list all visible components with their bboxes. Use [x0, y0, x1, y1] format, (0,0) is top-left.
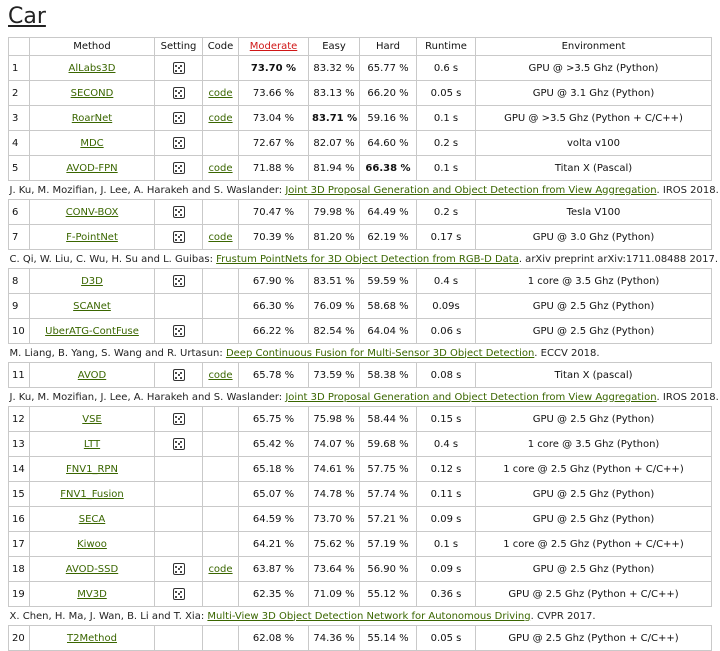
laser-scanner-icon	[173, 231, 185, 243]
laser-scanner-icon	[173, 137, 185, 149]
code-cell	[203, 582, 239, 607]
paper-citation	[9, 250, 719, 269]
laser-scanner-icon	[173, 275, 185, 287]
paper-citation-row	[9, 388, 712, 407]
easy-cell: 74.07 %	[309, 432, 360, 457]
method-cell	[30, 269, 155, 294]
easy-cell: 76.09 %	[309, 294, 360, 319]
easy-cell: 74.36 %	[309, 626, 360, 651]
rank-cell: 14	[9, 457, 30, 482]
table-row	[9, 363, 712, 388]
runtime-cell: 0.15 s	[417, 407, 476, 432]
environment-cell: GPU @ >3.5 Ghz (Python)	[476, 56, 712, 81]
table-row	[9, 81, 712, 106]
runtime-cell: 0.09 s	[417, 507, 476, 532]
code-cell	[203, 225, 239, 250]
setting-cell	[155, 319, 203, 344]
rank-cell: 12	[9, 407, 30, 432]
laser-scanner-icon	[173, 369, 185, 381]
hard-cell: 62.19 %	[360, 225, 417, 250]
code-cell	[203, 269, 239, 294]
runtime-cell: 0.4 s	[417, 269, 476, 294]
rank-cell: 6	[9, 200, 30, 225]
code-cell	[203, 131, 239, 156]
paper-venue: . arXiv preprint arXiv:1711.08488 2017.	[518, 253, 719, 265]
environment-cell: Tesla V100	[476, 200, 712, 225]
setting-cell	[155, 626, 203, 651]
environment-cell: 1 core @ 3.5 Ghz (Python)	[476, 432, 712, 457]
setting-cell	[155, 432, 203, 457]
laser-scanner-icon	[173, 438, 185, 450]
runtime-cell: 0.2 s	[417, 131, 476, 156]
runtime-cell: 0.05 s	[417, 81, 476, 106]
easy-cell: 74.78 %	[309, 482, 360, 507]
table-body	[9, 56, 719, 651]
runtime-cell: 0.08 s	[417, 363, 476, 388]
method-link[interactable]: SECOND	[70, 87, 114, 99]
method-link[interactable]: SCANet	[73, 300, 111, 312]
header-runtime[interactable]: Runtime	[417, 38, 476, 56]
rank-cell: 8	[9, 269, 30, 294]
easy-cell: 74.61 %	[309, 457, 360, 482]
moderate-cell: 66.22 %	[239, 319, 309, 344]
method-cell	[30, 56, 155, 81]
hard-cell: 58.68 %	[360, 294, 417, 319]
rank-cell: 16	[9, 507, 30, 532]
table-row	[9, 225, 712, 250]
setting-cell	[155, 557, 203, 582]
hard-cell: 57.75 %	[360, 457, 417, 482]
moderate-cell: 62.35 %	[239, 582, 309, 607]
header-setting[interactable]: Setting	[155, 38, 203, 56]
paper-title-link[interactable]: Joint 3D Proposal Generation and Object Detection from View Aggregation	[285, 391, 657, 403]
easy-cell: 73.64 %	[309, 557, 360, 582]
runtime-cell: 0.09 s	[417, 557, 476, 582]
hard-cell: 66.38 %	[360, 156, 417, 181]
rank-cell: 19	[9, 582, 30, 607]
moderate-cell: 70.47 %	[239, 200, 309, 225]
easy-cell: 75.98 %	[309, 407, 360, 432]
paper-venue: . IROS 2018.	[656, 391, 719, 403]
method-link[interactable]: AVOD-FPN	[66, 162, 118, 174]
moderate-cell: 73.70 %	[239, 56, 309, 81]
page-title: Car	[8, 4, 46, 29]
environment-cell: 1 core @ 3.5 Ghz (Python)	[476, 269, 712, 294]
easy-cell: 71.09 %	[309, 582, 360, 607]
code-cell	[203, 200, 239, 225]
header-method[interactable]: Method	[30, 38, 155, 56]
paper-citation-row	[9, 250, 712, 269]
setting-cell	[155, 156, 203, 181]
header-rank	[9, 38, 30, 56]
setting-cell	[155, 200, 203, 225]
code-link[interactable]: code	[208, 162, 233, 174]
header-hard[interactable]: Hard	[360, 38, 417, 56]
moderate-cell: 66.30 %	[239, 294, 309, 319]
easy-cell: 81.94 %	[309, 156, 360, 181]
easy-cell: 75.62 %	[309, 532, 360, 557]
header-moderate[interactable]: Moderate	[239, 38, 309, 56]
header-environment[interactable]: Environment	[476, 38, 712, 56]
method-link[interactable]: AVOD	[77, 369, 107, 381]
table-row	[9, 432, 712, 457]
results-table	[8, 37, 719, 651]
hard-cell: 64.04 %	[360, 319, 417, 344]
laser-scanner-icon	[173, 413, 185, 425]
easy-cell: 83.51 %	[309, 269, 360, 294]
code-cell	[203, 407, 239, 432]
runtime-cell: 0.1 s	[417, 156, 476, 181]
paper-citation-row	[9, 344, 712, 363]
moderate-cell: 63.87 %	[239, 557, 309, 582]
method-link[interactable]: F-PointNet	[66, 231, 118, 243]
environment-cell: GPU @ 3.0 Ghz (Python)	[476, 225, 712, 250]
runtime-cell: 0.06 s	[417, 319, 476, 344]
setting-cell	[155, 225, 203, 250]
code-cell	[203, 482, 239, 507]
hard-cell: 58.44 %	[360, 407, 417, 432]
runtime-cell: 0.1 s	[417, 106, 476, 131]
code-cell	[203, 626, 239, 651]
setting-cell	[155, 482, 203, 507]
rank-cell: 18	[9, 557, 30, 582]
code-cell	[203, 557, 239, 582]
table-header-row	[9, 38, 712, 56]
table-row	[9, 582, 712, 607]
table-row	[9, 457, 712, 482]
easy-cell: 82.54 %	[309, 319, 360, 344]
rank-cell: 3	[9, 106, 30, 131]
method-cell	[30, 319, 155, 344]
method-link[interactable]: CONV-BOX	[65, 206, 119, 218]
runtime-cell: 0.6 s	[417, 56, 476, 81]
code-cell	[203, 363, 239, 388]
method-link[interactable]: UberATG-ContFuse	[45, 325, 139, 337]
runtime-cell: 0.1 s	[417, 532, 476, 557]
setting-cell	[155, 407, 203, 432]
method-cell	[30, 457, 155, 482]
rank-cell: 4	[9, 131, 30, 156]
easy-cell: 83.32 %	[309, 56, 360, 81]
header-easy[interactable]: Easy	[309, 38, 360, 56]
hard-cell: 57.19 %	[360, 532, 417, 557]
method-cell	[30, 200, 155, 225]
laser-scanner-icon	[173, 325, 185, 337]
setting-cell	[155, 532, 203, 557]
paper-authors: J. Ku, M. Mozifian, J. Lee, A. Harakeh and S. Waslander:	[9, 184, 286, 196]
hard-cell: 64.49 %	[360, 200, 417, 225]
table-row	[9, 407, 712, 432]
hard-cell: 66.20 %	[360, 81, 417, 106]
hard-cell: 55.12 %	[360, 582, 417, 607]
rank-cell: 9	[9, 294, 30, 319]
runtime-cell: 0.17 s	[417, 225, 476, 250]
moderate-cell: 65.18 %	[239, 457, 309, 482]
moderate-cell: 73.66 %	[239, 81, 309, 106]
code-link[interactable]: code	[208, 112, 233, 124]
easy-cell: 73.70 %	[309, 507, 360, 532]
code-cell	[203, 56, 239, 81]
setting-cell	[155, 106, 203, 131]
method-link[interactable]: FNV1_Fusion	[60, 488, 124, 500]
hard-cell: 56.90 %	[360, 557, 417, 582]
moderate-cell: 67.90 %	[239, 269, 309, 294]
paper-authors: X. Chen, H. Ma, J. Wan, B. Li and T. Xia:	[9, 610, 208, 622]
code-cell	[203, 294, 239, 319]
method-link[interactable]: D3D	[81, 275, 103, 287]
code-link[interactable]: code	[208, 369, 233, 381]
hard-cell: 59.16 %	[360, 106, 417, 131]
runtime-cell: 0.05 s	[417, 626, 476, 651]
rank-cell: 1	[9, 56, 30, 81]
moderate-cell: 65.42 %	[239, 432, 309, 457]
moderate-cell: 62.08 %	[239, 626, 309, 651]
table-row	[9, 532, 712, 557]
method-cell	[30, 363, 155, 388]
environment-cell: GPU @ 2.5 Ghz (Python)	[476, 407, 712, 432]
method-link[interactable]: VSE	[82, 413, 102, 425]
table-row	[9, 319, 712, 344]
paper-title-link[interactable]: Deep Continuous Fusion for Multi-Sensor 3D Object Detection	[225, 347, 535, 359]
runtime-cell: 0.36 s	[417, 582, 476, 607]
paper-citation	[9, 344, 712, 363]
table-row	[9, 269, 712, 294]
paper-citation	[9, 181, 719, 200]
moderate-cell: 64.59 %	[239, 507, 309, 532]
paper-citation-row	[9, 607, 712, 626]
method-link[interactable]: LTT	[83, 438, 101, 450]
table-row	[9, 294, 712, 319]
environment-cell: GPU @ >3.5 Ghz (Python + C/C++)	[476, 106, 712, 131]
rank-cell: 11	[9, 363, 30, 388]
hard-cell: 59.68 %	[360, 432, 417, 457]
code-cell	[203, 507, 239, 532]
paper-citation	[9, 388, 719, 407]
runtime-cell: 0.09s	[417, 294, 476, 319]
environment-cell: GPU @ 3.1 Ghz (Python)	[476, 81, 712, 106]
rank-cell: 5	[9, 156, 30, 181]
environment-cell: 1 core @ 2.5 Ghz (Python + C/C++)	[476, 457, 712, 482]
hard-cell: 57.21 %	[360, 507, 417, 532]
paper-venue: . ECCV 2018.	[534, 347, 600, 359]
easy-cell: 82.07 %	[309, 131, 360, 156]
easy-cell: 83.13 %	[309, 81, 360, 106]
setting-cell	[155, 457, 203, 482]
paper-venue: . CVPR 2017.	[530, 610, 596, 622]
moderate-cell: 64.21 %	[239, 532, 309, 557]
method-cell	[30, 407, 155, 432]
moderate-cell: 70.39 %	[239, 225, 309, 250]
paper-authors: C. Qi, W. Liu, C. Wu, H. Su and L. Guibas:	[9, 253, 217, 265]
table-row	[9, 131, 712, 156]
method-link[interactable]: T2Method	[67, 632, 117, 644]
laser-scanner-icon	[173, 206, 185, 218]
easy-cell: 83.71 %	[309, 106, 360, 131]
code-cell	[203, 319, 239, 344]
method-cell	[30, 557, 155, 582]
method-cell	[30, 507, 155, 532]
paper-authors: J. Ku, M. Mozifian, J. Lee, A. Harakeh and S. Waslander:	[9, 391, 286, 403]
paper-title-link[interactable]: Joint 3D Proposal Generation and Object Detection from View Aggregation	[285, 184, 657, 196]
rank-cell: 13	[9, 432, 30, 457]
paper-authors: M. Liang, B. Yang, S. Wang and R. Urtasun:	[9, 347, 226, 359]
easy-cell: 81.20 %	[309, 225, 360, 250]
rank-cell: 20	[9, 626, 30, 651]
hard-cell: 57.74 %	[360, 482, 417, 507]
paper-title-link[interactable]: Frustum PointNets for 3D Object Detection from RGB-D Data	[216, 253, 519, 265]
method-cell	[30, 626, 155, 651]
environment-cell: GPU @ 2.5 Ghz (Python)	[476, 294, 712, 319]
code-link[interactable]: code	[208, 231, 233, 243]
moderate-cell: 71.88 %	[239, 156, 309, 181]
method-cell	[30, 131, 155, 156]
method-link[interactable]: MDC	[80, 137, 104, 149]
method-cell	[30, 482, 155, 507]
code-cell	[203, 432, 239, 457]
method-cell	[30, 582, 155, 607]
environment-cell: GPU @ 2.5 Ghz (Python + C/C++)	[476, 626, 712, 651]
header-code[interactable]: Code	[203, 38, 239, 56]
rank-cell: 17	[9, 532, 30, 557]
table-row	[9, 56, 712, 81]
environment-cell: Titan X (Pascal)	[476, 156, 712, 181]
setting-cell	[155, 56, 203, 81]
code-cell	[203, 81, 239, 106]
method-cell	[30, 432, 155, 457]
paper-title-link[interactable]: Multi-View 3D Object Detection Network for Autonomous Driving	[207, 610, 531, 622]
rank-cell: 7	[9, 225, 30, 250]
paper-citation	[9, 607, 712, 626]
paper-citation-row	[9, 181, 712, 200]
method-link[interactable]: AVOD-SSD	[65, 563, 119, 575]
method-link[interactable]: SECA	[78, 513, 106, 525]
environment-cell: GPU @ 2.5 Ghz (Python)	[476, 482, 712, 507]
laser-scanner-icon	[173, 162, 185, 174]
moderate-cell: 65.75 %	[239, 407, 309, 432]
method-cell	[30, 106, 155, 131]
rank-cell: 15	[9, 482, 30, 507]
setting-cell	[155, 582, 203, 607]
paper-venue: . IROS 2018.	[656, 184, 719, 196]
runtime-cell: 0.12 s	[417, 457, 476, 482]
method-link[interactable]: Kiwoo	[77, 538, 107, 550]
easy-cell: 79.98 %	[309, 200, 360, 225]
setting-cell	[155, 131, 203, 156]
table-row	[9, 156, 712, 181]
method-cell	[30, 532, 155, 557]
rank-cell: 2	[9, 81, 30, 106]
moderate-cell: 73.04 %	[239, 106, 309, 131]
environment-cell: Titan X (pascal)	[476, 363, 712, 388]
method-link[interactable]: RoarNet	[71, 112, 113, 124]
setting-cell	[155, 363, 203, 388]
method-link[interactable]: AlLabs3D	[68, 62, 116, 74]
setting-cell	[155, 507, 203, 532]
table-row	[9, 106, 712, 131]
moderate-cell: 65.78 %	[239, 363, 309, 388]
laser-scanner-icon	[173, 112, 185, 124]
laser-scanner-icon	[173, 62, 185, 74]
easy-cell: 73.59 %	[309, 363, 360, 388]
environment-cell: GPU @ 2.5 Ghz (Python)	[476, 507, 712, 532]
laser-scanner-icon	[173, 87, 185, 99]
laser-scanner-icon	[173, 563, 185, 575]
method-cell	[30, 81, 155, 106]
code-cell	[203, 106, 239, 131]
hard-cell: 59.59 %	[360, 269, 417, 294]
setting-cell	[155, 269, 203, 294]
method-cell	[30, 225, 155, 250]
code-cell	[203, 156, 239, 181]
method-link[interactable]: FNV1_RPN	[66, 463, 118, 475]
method-link[interactable]: MV3D	[77, 588, 107, 600]
hard-cell: 55.14 %	[360, 626, 417, 651]
runtime-cell: 0.11 s	[417, 482, 476, 507]
rank-cell: 10	[9, 319, 30, 344]
setting-cell	[155, 294, 203, 319]
code-cell	[203, 532, 239, 557]
table-row	[9, 507, 712, 532]
table-row	[9, 557, 712, 582]
hard-cell: 58.38 %	[360, 363, 417, 388]
table-row	[9, 200, 712, 225]
environment-cell: GPU @ 2.5 Ghz (Python + C/C++)	[476, 582, 712, 607]
laser-scanner-icon	[173, 588, 185, 600]
moderate-cell: 65.07 %	[239, 482, 309, 507]
moderate-cell: 72.67 %	[239, 131, 309, 156]
table-row	[9, 482, 712, 507]
hard-cell: 65.77 %	[360, 56, 417, 81]
setting-cell	[155, 81, 203, 106]
runtime-cell: 0.2 s	[417, 200, 476, 225]
code-cell	[203, 457, 239, 482]
table-row	[9, 626, 712, 651]
method-cell	[30, 294, 155, 319]
environment-cell: volta v100	[476, 131, 712, 156]
code-link[interactable]: code	[208, 563, 233, 575]
runtime-cell: 0.4 s	[417, 432, 476, 457]
hard-cell: 64.60 %	[360, 131, 417, 156]
environment-cell: 1 core @ 2.5 Ghz (Python + C/C++)	[476, 532, 712, 557]
method-cell	[30, 156, 155, 181]
environment-cell: GPU @ 2.5 Ghz (Python)	[476, 557, 712, 582]
environment-cell: GPU @ 2.5 Ghz (Python)	[476, 319, 712, 344]
code-link[interactable]: code	[208, 87, 233, 99]
